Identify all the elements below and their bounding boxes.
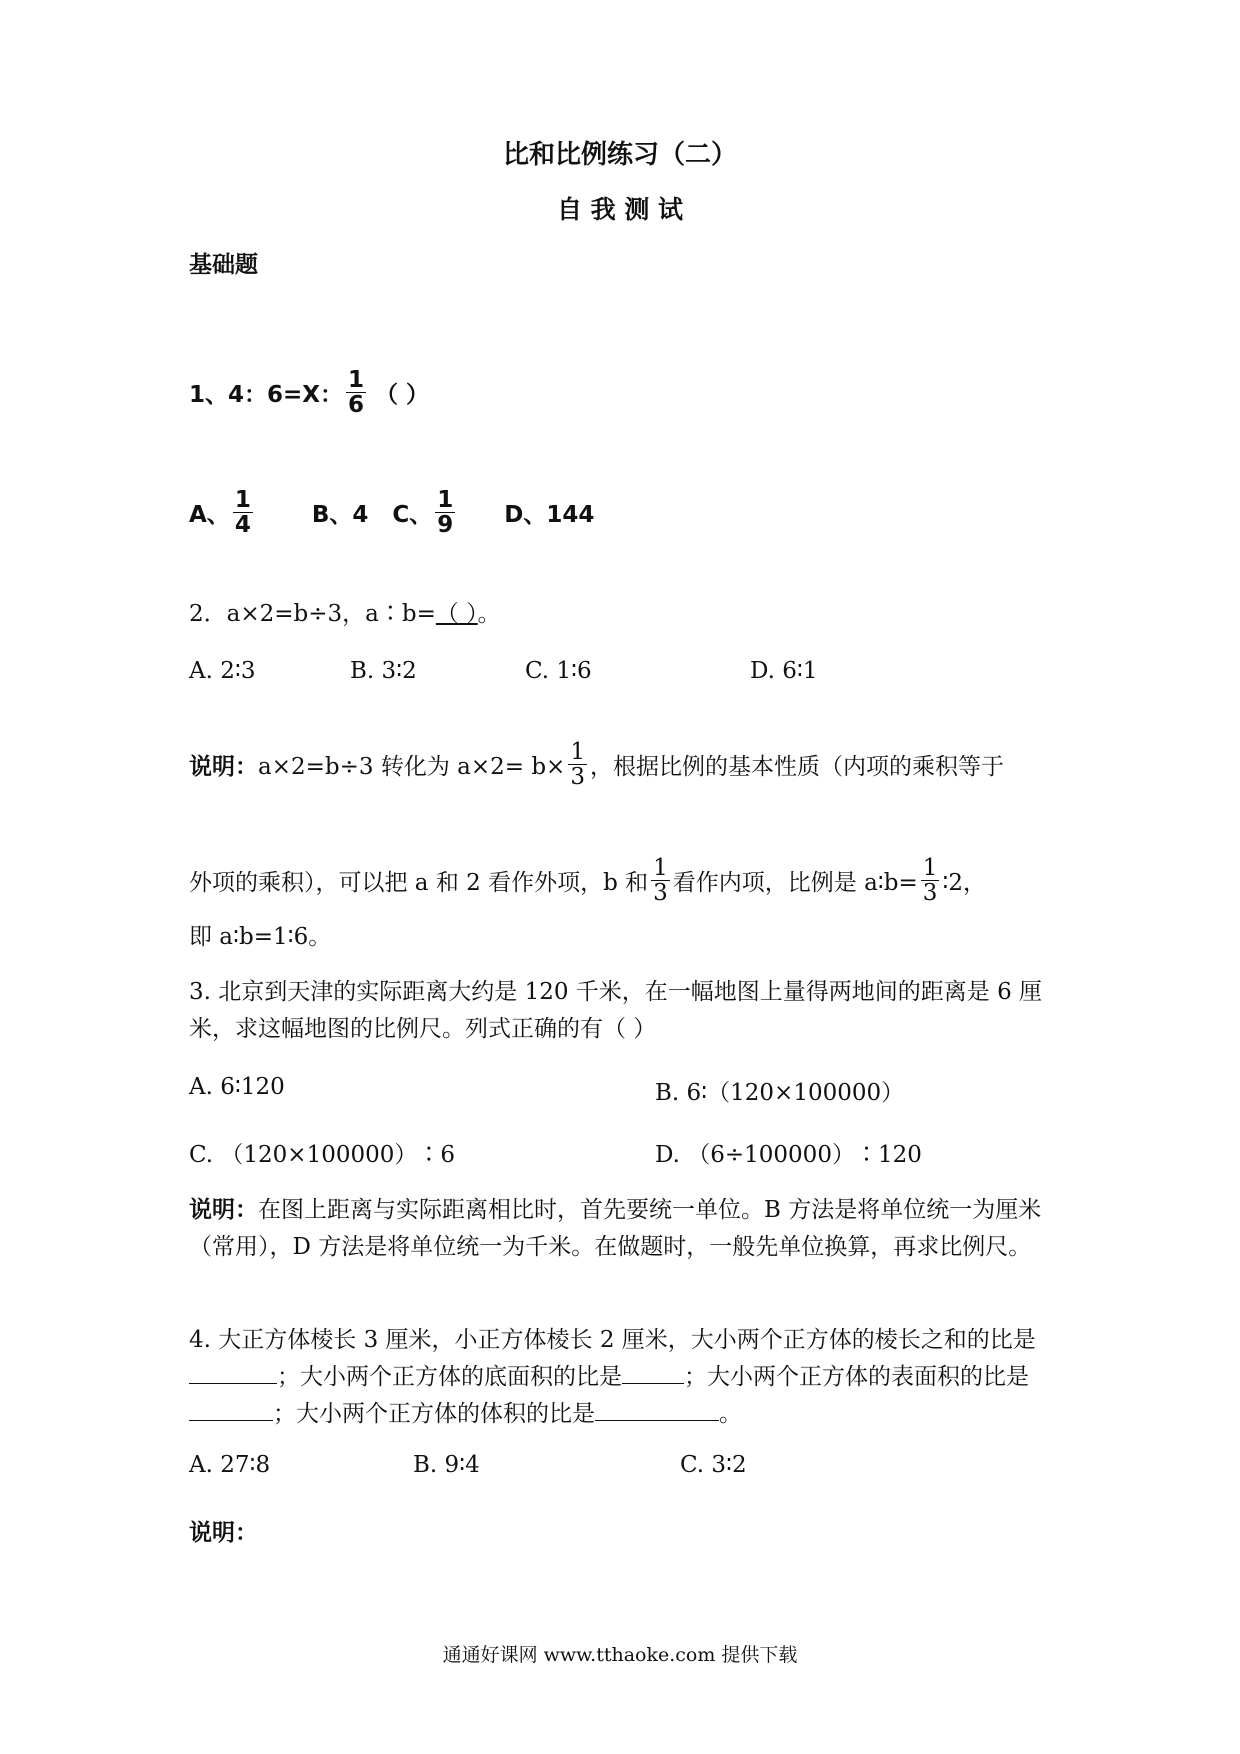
q4-blank-surface-area[interactable] xyxy=(189,1420,273,1421)
q4-blank-edge-sum[interactable] xyxy=(189,1383,277,1384)
q2-note-l2a: 外项的乘积），可以把 a 和 2 看作外项，b 和 xyxy=(189,870,649,897)
q1-frac-den: 6 xyxy=(348,392,365,419)
q1-option-d: D、144 xyxy=(504,502,595,529)
q1-frac-num: 1 xyxy=(348,367,365,393)
q1-fraction xyxy=(346,368,366,417)
question-3: 3. 北京到天津的实际距离大约是 120 千米，在一幅地图上量得两地间的距离是 6 厘米，求这幅地图的比例尺。列式正确的有（ ） xyxy=(189,979,1043,1042)
q2-note-line-1 xyxy=(189,740,1004,789)
q2-note-line-2 xyxy=(189,856,986,905)
q2-answer-blank: （ ） xyxy=(435,601,478,627)
page-title: 比和比例练习（二） xyxy=(502,140,737,170)
q1-option-a-den: 4 xyxy=(234,512,251,539)
q1-answer-paren: （ ） xyxy=(375,382,430,409)
q2-stem: 2．a×2=b÷3，a∶b= xyxy=(189,601,436,627)
q3-note-label: 说明： xyxy=(189,1197,258,1223)
q2-note-frac3-den: 3 xyxy=(922,880,938,907)
q2-option-d: D. 6∶1 xyxy=(750,658,818,684)
q4-part-3: ；大小两个正方体的表面积的比是 xyxy=(684,1364,1029,1390)
q2-note-frac1-den: 3 xyxy=(570,764,585,791)
section-heading: 基础题 xyxy=(189,252,258,278)
page-footer: 通通好课网 www.tthaoke.com 提供下载 xyxy=(442,1644,798,1666)
q2-note-fraction-3 xyxy=(921,856,940,905)
q3-option-a: A. 6∶120 xyxy=(189,1074,285,1100)
q1-option-b: B、4 xyxy=(311,502,369,529)
q4-part-1: 4. 大正方体棱长 3 厘米，小正方体棱长 2 厘米，大小两个正方体的棱长之和的比是 xyxy=(189,1327,1036,1353)
q1-option-c-den: 9 xyxy=(437,512,454,539)
q4-part-4: ；大小两个正方体的体积的比是 xyxy=(273,1401,595,1427)
q3-option-d: D. （6÷100000）∶120 xyxy=(655,1142,922,1168)
q1-option-a-num: 1 xyxy=(234,487,251,513)
q2-note-line-3: 即 a∶b=1∶6。 xyxy=(189,924,332,950)
q2-note-l1b: ，根据比例的基本性质（内项的乘积等于 xyxy=(589,754,1004,781)
q1-option-c-fraction xyxy=(435,488,455,537)
q2-note-fraction-2 xyxy=(651,856,670,905)
q1-option-a-label: A、 xyxy=(189,502,230,529)
q3-note xyxy=(189,1192,1059,1266)
q2-option-b: B. 3∶2 xyxy=(350,658,417,684)
q2-note-frac1-num: 1 xyxy=(570,739,585,765)
q4-blank-base-area[interactable] xyxy=(622,1383,684,1384)
q1-options xyxy=(189,488,594,537)
q2-note-l2c: ∶2， xyxy=(942,870,987,897)
question-1 xyxy=(189,368,429,417)
q4-note-label: 说明： xyxy=(189,1520,258,1546)
page-subtitle: 自 我 测 试 xyxy=(556,195,684,224)
question-4 xyxy=(189,1322,1059,1433)
q3-option-b: B. 6∶（120×100000） xyxy=(655,1080,905,1106)
q2-end: 。 xyxy=(477,601,501,627)
q4-option-b: B. 9∶4 xyxy=(413,1452,480,1478)
q2-note-fraction-1 xyxy=(568,740,587,789)
q2-note-frac3-num: 1 xyxy=(922,855,938,881)
q1-prefix: 1、4：6=X： xyxy=(189,382,344,409)
q4-option-c: C. 3∶2 xyxy=(680,1452,747,1478)
question-2 xyxy=(189,595,501,628)
q2-option-c: C. 1∶6 xyxy=(525,658,592,684)
q3-note-text: 在图上距离与实际距离相比时，首先要统一单位。B 方法是将单位统一为厘米（常用），D 方法是将单位统一为千米。在做题时，一般先单位换算，再求比例尺。 xyxy=(189,1197,1042,1260)
q2-note-frac2-den: 3 xyxy=(653,880,668,907)
q4-option-a: A. 27∶8 xyxy=(189,1452,271,1478)
q2-note-l2b: 看作内项，比例是 a∶b= xyxy=(672,870,918,897)
q4-part-5: 。 xyxy=(719,1401,742,1427)
q4-blank-volume[interactable] xyxy=(595,1420,719,1421)
q2-note-label: 说明： xyxy=(189,754,258,781)
q1-option-c-label: C、 xyxy=(392,502,433,529)
q3-option-c: C. （120×100000）∶6 xyxy=(189,1142,456,1168)
q1-option-c-num: 1 xyxy=(437,487,454,513)
q2-option-a: A. 2∶3 xyxy=(189,658,256,684)
q4-part-2: ；大小两个正方体的底面积的比是 xyxy=(277,1364,622,1390)
q1-option-a-fraction xyxy=(233,488,253,537)
q2-note-frac2-num: 1 xyxy=(653,855,668,881)
q2-note-l1a: a×2=b÷3 转化为 a×2= b× xyxy=(258,754,566,781)
